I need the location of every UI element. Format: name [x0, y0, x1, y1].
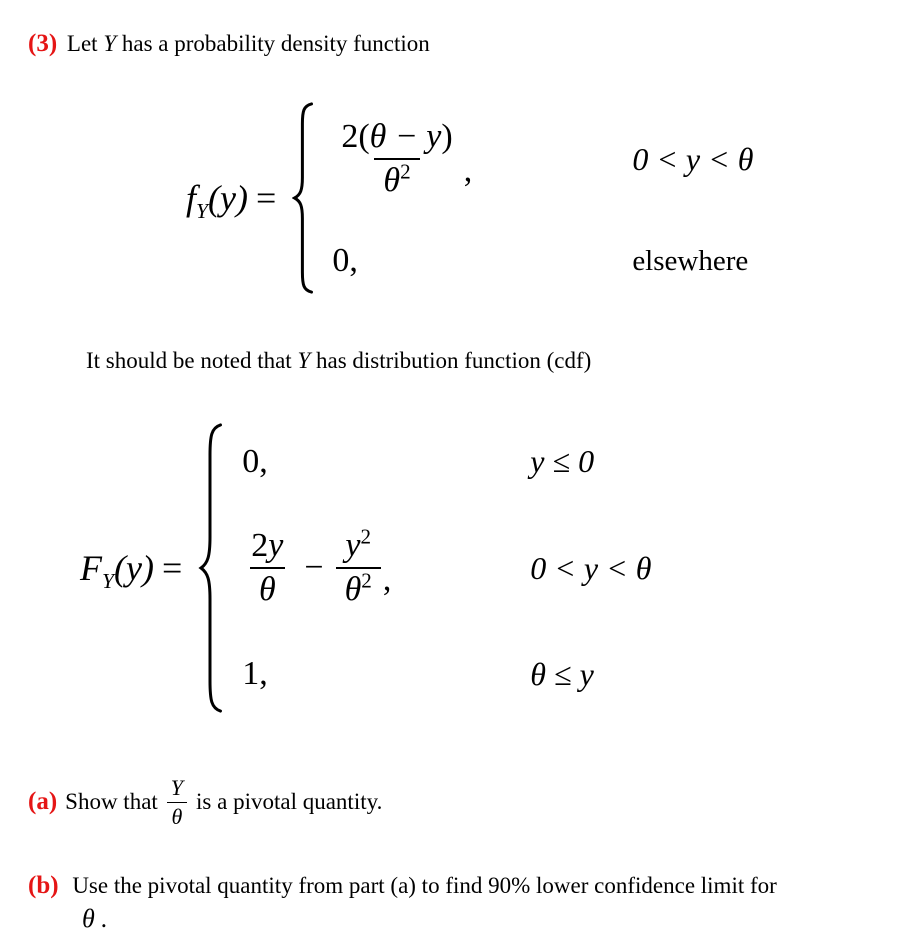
part-a-text-pre: Show that	[65, 789, 158, 814]
cdf-case-1-value: 0,	[242, 442, 268, 480]
part-b-text: Use the pivotal quantity from part (a) to find 90% lower confidence limit for	[72, 873, 777, 898]
cdf-case-2-condition: 0 < y < θ	[530, 549, 652, 586]
cdf-argument: (y)	[114, 548, 154, 588]
cdf-case-3-value: 1,	[242, 655, 268, 693]
part-b-theta: θ .	[82, 904, 108, 933]
cdf-case-1-condition: y ≤ 0	[530, 443, 595, 480]
intro-variable: Y	[103, 31, 117, 56]
cdf-case-1	[242, 443, 651, 481]
intro-text-pre: Let	[66, 31, 98, 56]
cdf-case-2-value	[242, 525, 530, 611]
comma: ,	[463, 152, 473, 189]
left-brace	[198, 422, 228, 714]
pdf-fraction-denominator: $\theta^2$	[374, 158, 419, 202]
cdf-case-3	[242, 655, 651, 693]
pdf-case-2-value: 0,	[332, 242, 358, 280]
left-brace	[292, 102, 318, 294]
pdf-case-1-condition: 0 < y < θ	[632, 140, 754, 177]
cdf-fraction-2-denominator: $\theta^2$	[336, 567, 381, 611]
intro-text-post: has a probability density function	[121, 31, 430, 56]
cdf-fraction-1-denominator: θ	[250, 567, 285, 611]
part-b-label: (b)	[28, 872, 59, 899]
minus-sign: −	[304, 549, 324, 586]
cdf-subscript: Y	[102, 569, 115, 594]
note-text-pre: It should be noted that	[86, 348, 292, 373]
problem-intro	[28, 0, 902, 58]
cdf-case-3-condition: θ ≤ y	[530, 655, 594, 692]
cdf-fraction-2	[336, 525, 381, 611]
cdf-fraction-1-numerator: 2y	[251, 526, 284, 564]
pdf-lhs	[186, 177, 286, 224]
cdf-case-2	[242, 525, 651, 611]
part-a-label: (a)	[28, 788, 58, 815]
note-line	[86, 348, 902, 374]
part-a	[28, 774, 902, 830]
pdf-cases	[332, 116, 753, 280]
cdf-fraction-2-numerator: $y^2$	[345, 524, 372, 564]
cdf-lhs	[80, 547, 192, 594]
part-b-line	[28, 872, 896, 900]
part-b	[28, 872, 896, 934]
pdf-function-symbol: f	[186, 178, 197, 218]
pdf-case-1-value	[332, 116, 632, 202]
equals-sign: =	[161, 548, 183, 588]
comma: ,	[382, 561, 392, 598]
cdf-function-symbol: F	[80, 548, 102, 588]
pdf-case-1	[332, 116, 753, 202]
cdf-fraction-1	[242, 525, 292, 611]
note-text-post: has distribution function (cdf)	[315, 348, 592, 373]
pdf-fraction-numerator: 2(θ − y)	[341, 117, 453, 155]
cdf-cases	[242, 443, 651, 693]
pdf-fraction	[332, 116, 461, 202]
cdf-equation	[80, 422, 902, 714]
problem-number: (3)	[28, 30, 58, 57]
part-a-text-post: is a pivotal quantity.	[196, 789, 383, 814]
pdf-case-2-condition: elsewhere	[632, 244, 749, 277]
note-variable: Y	[297, 348, 311, 373]
pivotal-fraction-numerator: Y	[170, 775, 184, 800]
equals-sign: =	[256, 178, 277, 218]
pdf-equation	[186, 102, 902, 294]
pdf-case-2	[332, 242, 753, 280]
pivotal-fraction-denominator: θ	[167, 802, 188, 831]
pdf-subscript: Y	[196, 199, 209, 224]
pivotal-fraction	[166, 774, 188, 830]
pdf-argument: (y)	[208, 178, 248, 218]
